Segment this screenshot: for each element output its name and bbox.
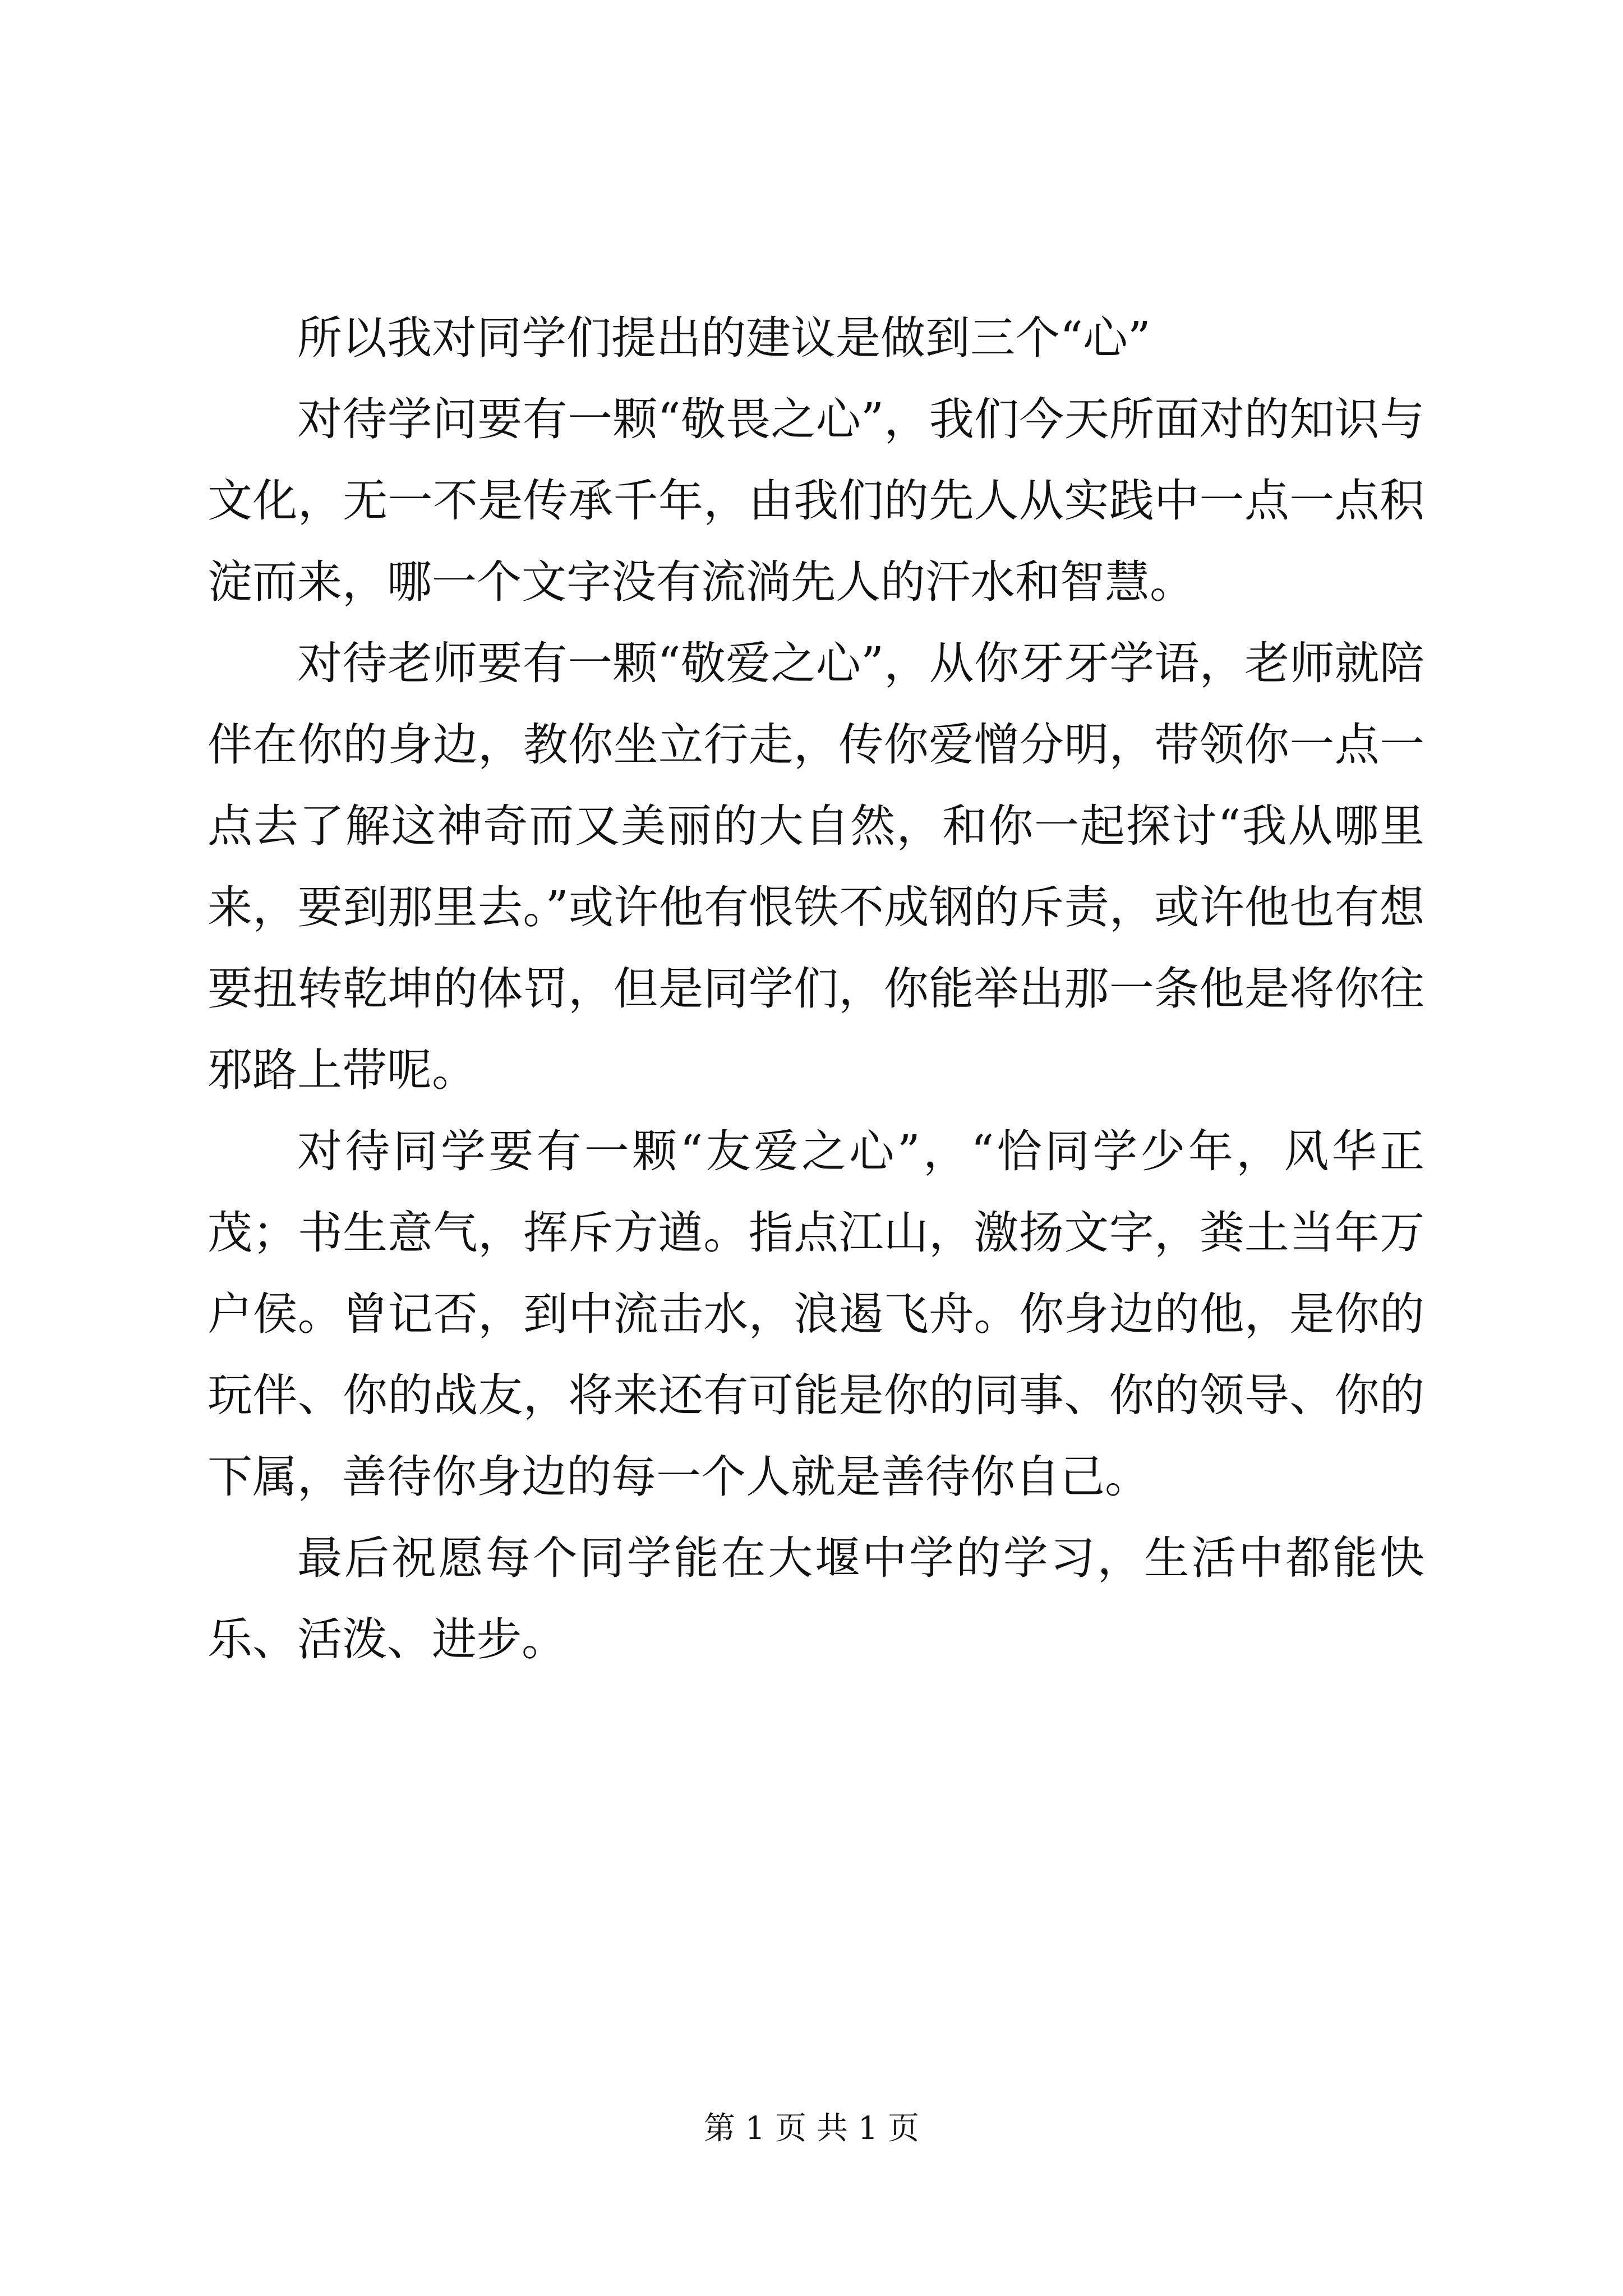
page-footer: 第 1 页 共 1 页 [703,2110,920,2147]
paragraph-closing: 最后祝愿每个同学能在大堰中学的学习，生活中都能快乐、活泼、进步。 [208,1532,1424,1665]
document-body [208,297,1424,1680]
paragraph-classmates: 对待同学要有一颗“友爱之心”，“恰同学少年，风华正茂；书生意气，挥斥方遒。指点江山，激扬文字，粪土当年万户侯。曾记否，到中流击水，浪遏飞舟。你身边的他，是你的玩伴、你的战友，将来还有可能是你的同事、你的领导、你的下属，善待你身边的每一个人就是善待你自己。 [208,1125,1424,1503]
paragraph-teacher: 对待老师要有一颗“敬爱之心”，从你牙牙学语，老师就陪伴在你的身边，教你坐立行走，传你爱憎分明，带领你一点一点去了解这神奇而又美丽的大自然，和你一起探讨“我从哪里来，要到那里去。”或许他有恨铁不成钢的斥责，或许他也有想要扭转乾坤的体罚，但是同学们，你能举出那一条他是将你往邪路上带呢。 [208,637,1424,1096]
paragraph-knowledge: 对待学问要有一颗“敬畏之心”，我们今天所面对的知识与文化，无一不是传承千年，由我们的先人从实践中一点一点积淀而来，哪一个文字没有流淌先人的汗水和智慧。 [208,393,1424,608]
paragraph-intro: 所以我对同学们提出的建议是做到三个“心” [297,312,1151,364]
